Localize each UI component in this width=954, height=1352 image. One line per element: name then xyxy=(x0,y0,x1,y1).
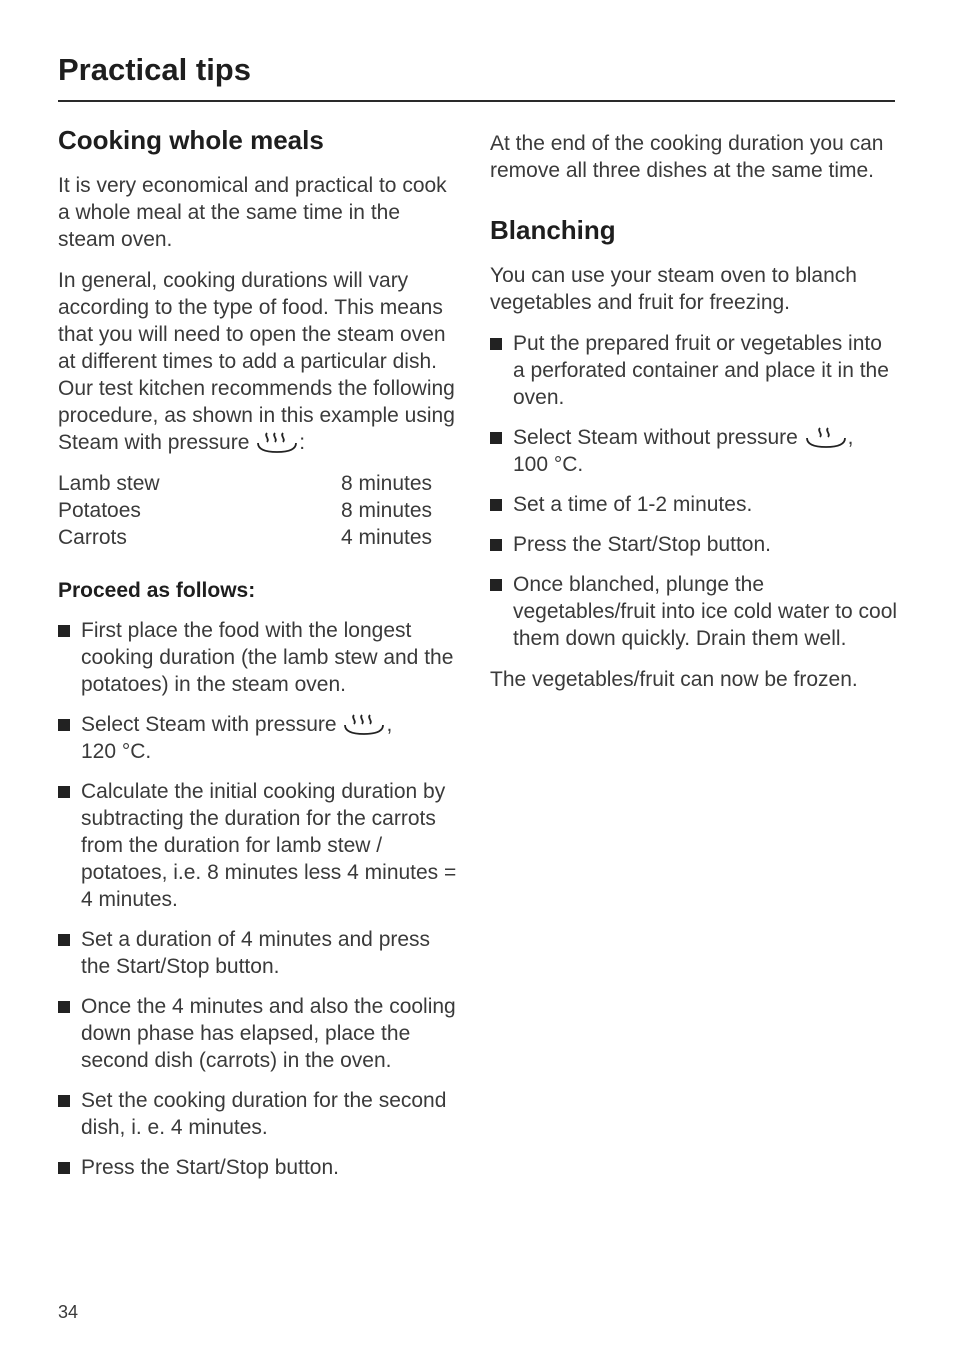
square-bullet-icon xyxy=(490,338,502,350)
table-row xyxy=(58,470,463,497)
list-item xyxy=(490,330,898,411)
list-item xyxy=(490,491,898,518)
step-suffix: , xyxy=(386,713,393,736)
list-item xyxy=(58,711,463,765)
step-text: First place the food with the longest cooking duration (the lamb stew and the potatoes) in the steam oven. xyxy=(81,619,454,696)
list-item xyxy=(58,617,463,698)
square-bullet-icon xyxy=(490,432,502,444)
food-duration: 8 minutes xyxy=(341,499,433,522)
paragraph-closing: The vegetables/fruit can now be frozen. xyxy=(490,668,858,691)
section-heading-cooking-whole-meals: Cooking whole meals xyxy=(58,125,324,155)
step-text: Press the Start/Stop button. xyxy=(81,1156,339,1179)
procedure-steps-list xyxy=(58,617,463,1181)
left-column xyxy=(58,124,463,1195)
square-bullet-icon xyxy=(58,786,70,798)
food-name: Lamb stew xyxy=(58,472,160,495)
paragraph-procedure xyxy=(58,267,463,456)
steam-with-pressure-icon xyxy=(342,711,386,737)
step-text: Calculate the initial cooking duration by subtracting the duration for the carrots from the duration for lamb stew / potatoes, i.e. 8 minutes less 4 minutes = 4 minutes. xyxy=(81,780,457,911)
list-item xyxy=(490,531,898,558)
square-bullet-icon xyxy=(58,1001,70,1013)
step-text: Put the prepared fruit or vegetables into a perforated container and place it in the oven. xyxy=(513,332,889,409)
list-item xyxy=(58,1154,463,1181)
step-temperature: 100 °C. xyxy=(513,453,584,476)
list-item xyxy=(58,1087,463,1141)
subheading-proceed: Proceed as follows: xyxy=(58,579,256,602)
list-item xyxy=(58,926,463,980)
square-bullet-icon xyxy=(58,625,70,637)
square-bullet-icon xyxy=(58,1095,70,1107)
section-heading-blanching: Blanching xyxy=(490,215,616,245)
steam-without-pressure-icon xyxy=(804,424,848,450)
steam-with-pressure-icon xyxy=(255,429,299,455)
step-text: Set the cooking duration for the second dish, i. e. 4 minutes. xyxy=(81,1089,447,1139)
list-item xyxy=(490,571,898,652)
square-bullet-icon xyxy=(58,934,70,946)
step-text: Once the 4 minutes and also the cooling down phase has elapsed, place the second dish (carrots) in the oven. xyxy=(81,995,456,1072)
step-text: Set a time of 1-2 minutes. xyxy=(513,493,753,516)
step-suffix: , xyxy=(847,426,854,449)
title-divider xyxy=(58,100,895,102)
square-bullet-icon xyxy=(58,1162,70,1174)
square-bullet-icon xyxy=(490,579,502,591)
paragraph-procedure-colon: : xyxy=(299,431,306,454)
food-duration: 4 minutes xyxy=(341,526,433,549)
step-text: Select Steam without pressure xyxy=(513,426,798,449)
cooking-times-table xyxy=(58,470,463,551)
table-row xyxy=(58,524,463,551)
step-text: Once blanched, plunge the vegetables/fruit into ice cold water to cool them down quickly. Drain them well. xyxy=(513,573,898,650)
paragraph-blanching-intro: You can use your steam oven to blanch vegetables and fruit for freezing. xyxy=(490,264,857,314)
paragraph-end-of-cooking: At the end of the cooking duration you can remove all three dishes at the same time. xyxy=(490,132,884,182)
square-bullet-icon xyxy=(58,719,70,731)
right-column xyxy=(490,130,898,707)
square-bullet-icon xyxy=(490,539,502,551)
list-item xyxy=(58,993,463,1074)
step-text: Select Steam with pressure xyxy=(81,713,337,736)
paragraph-intro: It is very economical and practical to cook a whole meal at the same time in the steam oven. xyxy=(58,174,447,251)
list-item xyxy=(490,424,898,478)
blanching-steps-list xyxy=(490,330,898,652)
paragraph-procedure-text: In general, cooking durations will vary according to the type of food. This means that you will need to open the steam oven at different times to add a particular dish. Our test kitchen recommends the following procedure, as shown in this example using Steam with pressure xyxy=(58,269,455,454)
page-title: Practical tips xyxy=(58,52,251,87)
list-item xyxy=(58,778,463,913)
food-name: Carrots xyxy=(58,526,127,549)
table-row xyxy=(58,497,463,524)
step-temperature: 120 °C. xyxy=(81,740,152,763)
step-text: Press the Start/Stop button. xyxy=(513,533,771,556)
square-bullet-icon xyxy=(490,499,502,511)
page-number: 34 xyxy=(58,1302,79,1322)
food-name: Potatoes xyxy=(58,499,141,522)
step-text: Set a duration of 4 minutes and press the Start/Stop button. xyxy=(81,928,431,978)
food-duration: 8 minutes xyxy=(341,472,433,495)
